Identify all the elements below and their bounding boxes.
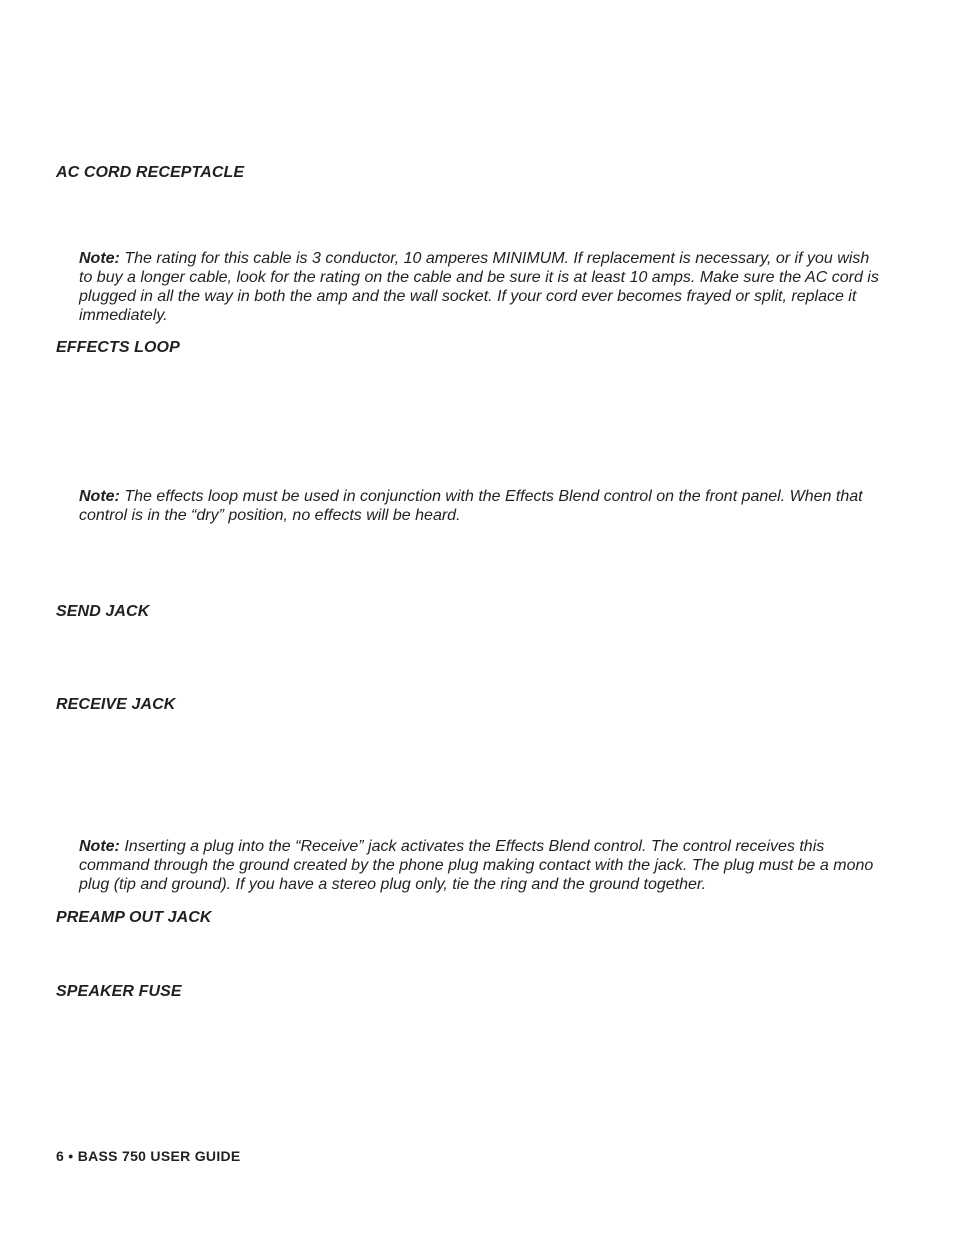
note-effects-loop xyxy=(79,487,879,525)
footer-separator: • xyxy=(68,1148,74,1164)
note-text: The effects loop must be used in conjunction with the Effects Blend control on the front panel. When that control is in the “dry” position, no effects will be heard. xyxy=(79,488,863,524)
heading-send-jack: SEND JACK xyxy=(56,603,150,620)
heading-preamp-out-jack: PREAMP OUT JACK xyxy=(56,909,212,926)
page-footer xyxy=(56,1146,241,1166)
note-receive-jack xyxy=(79,837,879,894)
note-label: Note: xyxy=(79,488,120,505)
note-text: Inserting a plug into the “Receive” jack activates the Effects Blend control. The control receives this command through the ground created by the phone plug making contact with the jack. The plug must be a mono plug (tip and ground). If you have a stereo plug only, tie the ring and the ground together. xyxy=(79,838,874,893)
note-label: Note: xyxy=(79,838,120,855)
heading-effects-loop: EFFECTS LOOP xyxy=(56,339,180,356)
note-text: The rating for this cable is 3 conductor, 10 amperes MINIMUM. If replacement is necessary, or if you wish to buy a longer cable, look for the rating on the cable and be sure it is at least 10 amps. Make sure the AC cord is plugged in all the way in both the amp and the wall socket. If your cord ever becomes frayed or split, replace it immediately. xyxy=(79,250,879,324)
note-ac-cord xyxy=(79,249,879,325)
page-number: 6 xyxy=(56,1148,65,1164)
heading-receive-jack: RECEIVE JACK xyxy=(56,696,176,713)
heading-ac-cord-receptacle: AC CORD RECEPTACLE xyxy=(56,164,245,181)
document-title: BASS 750 USER GUIDE xyxy=(77,1148,241,1164)
note-label: Note: xyxy=(79,250,120,267)
heading-speaker-fuse: SPEAKER FUSE xyxy=(56,983,182,1000)
